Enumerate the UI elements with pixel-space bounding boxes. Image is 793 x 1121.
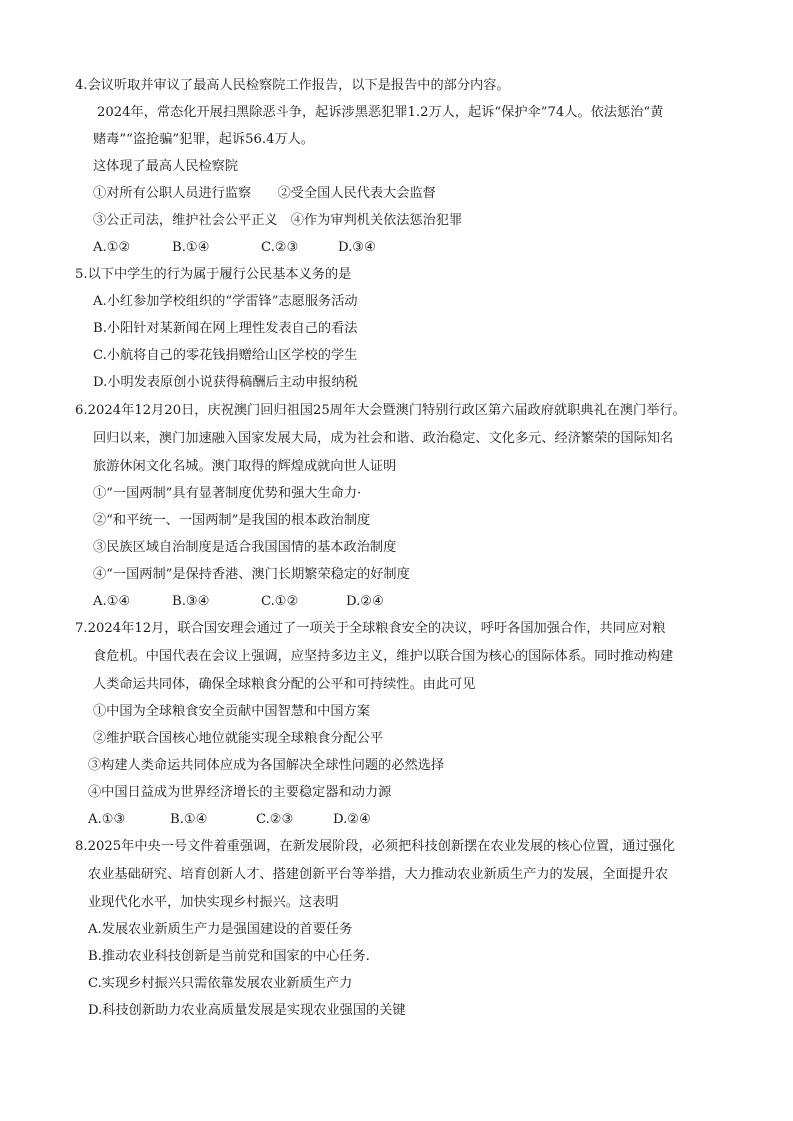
q8-stem-line-2: 农业基础研究、培育创新人才、搭建创新平台等举措，大力推动农业新质生产力的发展，全面提升农 bbox=[88, 867, 669, 882]
q8-stem-line-3: 业现代化水平，加快实现乡村振兴。这表明 bbox=[88, 895, 339, 910]
q4-item-2: ③公正司法，维护社会公平正义 ④作为审判机关依法惩治犯罪 bbox=[93, 213, 463, 228]
q4-option-d: D.③④ bbox=[338, 240, 376, 255]
q5-option-b: B.小阳针对某新闻在网上理性发表自己的看法 bbox=[93, 321, 358, 336]
q6-stem-line-1: 6.2024年12月20日，庆祝澳门回归祖国25周年大会暨澳门特别行政区第六届政府就职典礼在澳门举行。 bbox=[75, 403, 686, 418]
q8-stem-line-1: 8.2025年中央一号文件着重强调，在新发展阶段，必须把科技创新摆在农业发展的核心位置，通过强化 bbox=[75, 839, 676, 854]
q4-stem-line-4: 这体现了最高人民检察院 bbox=[93, 159, 239, 174]
q6-item-1: ①“一国两制”具有显著制度优势和强大生命力· bbox=[93, 486, 362, 501]
q4-option-a: A.①② bbox=[93, 240, 131, 255]
q7-item-3: ③构建人类命运共同体应成为各国解决全球性问题的必然选择 bbox=[88, 758, 445, 773]
q5-option-a: A.小红参加学校组织的“学雷锋”志愿服务活动 bbox=[93, 294, 358, 309]
q8-option-c: C.实现乡村振兴只需依靠发展农业新质生产力 bbox=[88, 976, 353, 991]
q7-option-c: C.②③ bbox=[256, 812, 294, 827]
q7-stem-line-1: 7.2024年12月，联合国安理会通过了一项关于全球粮食安全的决议，呼吁各国加强合作，共同应对粮 bbox=[75, 621, 666, 636]
q8-option-d: D.科技创新助力农业高质量发展是实现农业强国的关键 bbox=[88, 1003, 406, 1018]
q8-option-b: B.推动农业科技创新是当前党和国家的中心任务. bbox=[88, 949, 370, 964]
q5-option-d: D.小明发表原创小说获得稿酬后主动申报纳税 bbox=[93, 375, 358, 390]
q7-item-2: ②维护联合国核心地位就能实现全球粮食分配公平 bbox=[93, 731, 384, 746]
q7-option-d: D.②④ bbox=[333, 812, 371, 827]
q7-stem-line-3: 人类命运共同体，确保全球粮食分配的公平和可持续性。由此可见 bbox=[93, 677, 476, 692]
q4-option-c: C.②③ bbox=[261, 240, 299, 255]
q7-option-b: B.①④ bbox=[170, 812, 208, 827]
q6-stem-line-2: 回归以来，澳门加速融入国家发展大局，成为社会和谐、政治稳定、文化多元、经济繁荣的国际知名 bbox=[93, 431, 674, 446]
q4-item-1: ①对所有公职人员进行监察 ②受全国人民代表大会监督 bbox=[93, 186, 436, 201]
q7-item-4: ④中国日益成为世界经济增长的主要稳定器和动力源 bbox=[88, 785, 392, 800]
q7-item-1: ①中国为全球粮食安全贡献中国智慧和中国方案 bbox=[93, 704, 370, 719]
q6-option-d: D.②④ bbox=[346, 594, 384, 609]
q6-item-4: ④“一国两制”是保持香港、澳门长期繁荣稳定的好制度 bbox=[93, 567, 410, 582]
q5-stem-line-1: 5.以下中学生的行为属于履行公民基本义务的是 bbox=[75, 267, 352, 282]
q4-stem-line-2: 2024年，常态化开展扫黑除恶斗争，起诉涉黑恶犯罪1.2万人，起诉“保护伞”74人。依法惩治“黄 bbox=[97, 105, 664, 120]
q6-option-a: A.①④ bbox=[93, 594, 131, 609]
q4-stem-line-3: 赌毒”“盗抢骗”犯罪，起诉56.4万人。 bbox=[93, 132, 315, 147]
q7-option-a: A.①③ bbox=[88, 812, 126, 827]
q6-option-b: B.③④ bbox=[172, 594, 210, 609]
q4-option-b: B.①④ bbox=[172, 240, 210, 255]
q4-stem-line-1: 4.会议听取并审议了最高人民检察院工作报告，以下是报告中的部分内容。 bbox=[75, 78, 510, 93]
q8-option-a: A.发展农业新质生产力是强国建设的首要任务 bbox=[88, 922, 353, 937]
q6-item-2: ②“和平统一、一国两制”是我国的根本政治制度 bbox=[93, 513, 371, 528]
q6-option-c: C.①② bbox=[261, 594, 299, 609]
q5-option-c: C.小航将自己的零花钱捐赠给山区学校的学生 bbox=[93, 348, 358, 363]
q6-item-3: ③民族区域自治制度是适合我国国情的基本政治制度 bbox=[93, 540, 397, 555]
q7-stem-line-2: 食危机。中国代表在会议上强调，应坚持多边主义，维护以联合国为核心的国际体系。同时推动构建 bbox=[93, 649, 674, 664]
q6-stem-line-3: 旅游休闲文化名城。澳门取得的辉煌成就向世人证明 bbox=[93, 459, 397, 474]
